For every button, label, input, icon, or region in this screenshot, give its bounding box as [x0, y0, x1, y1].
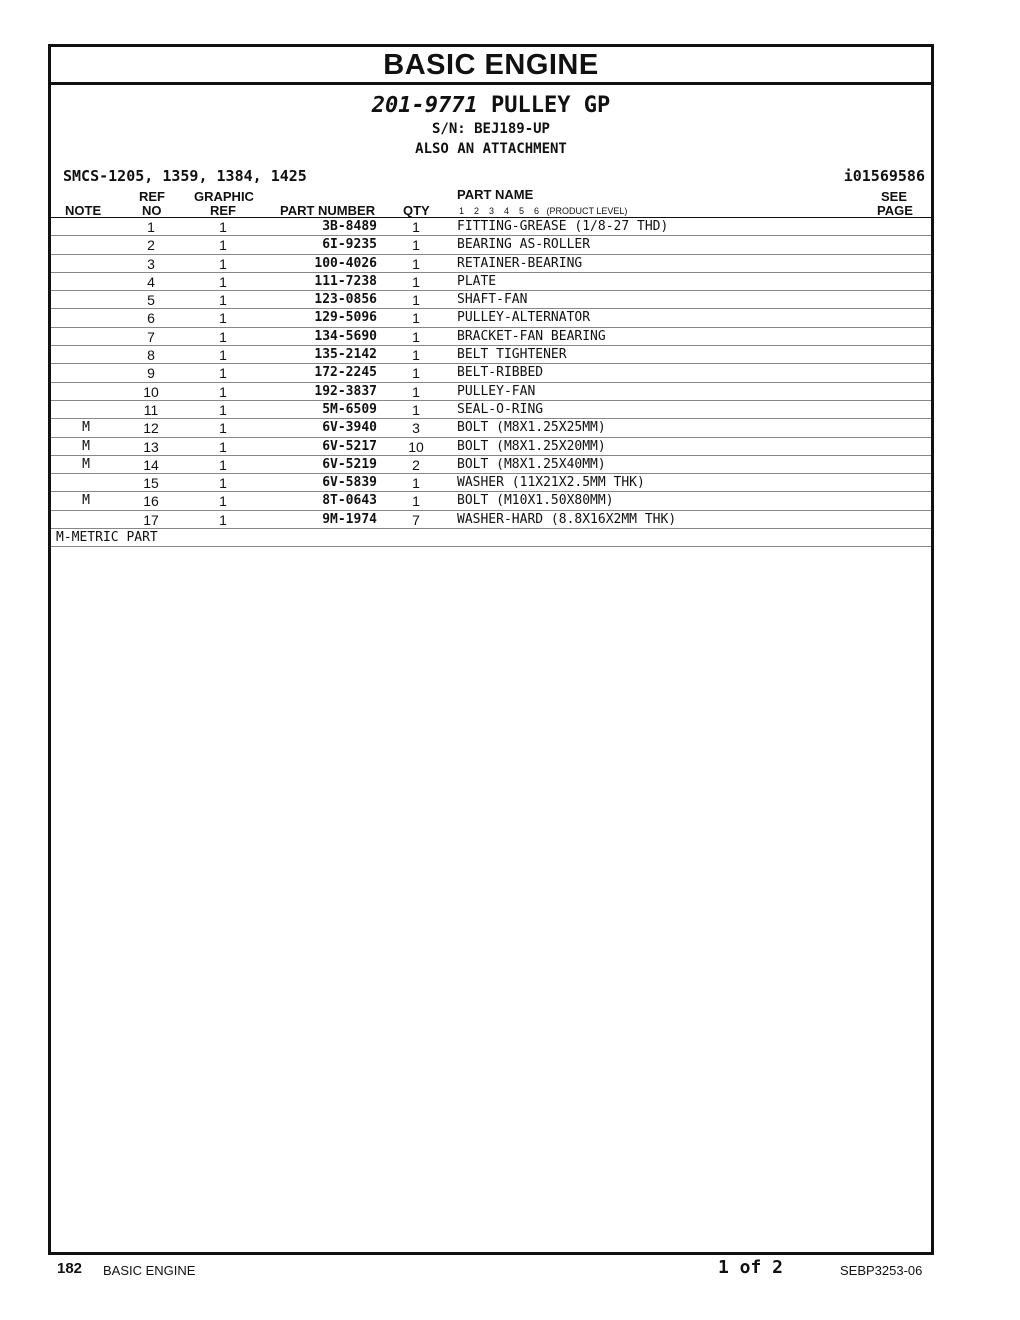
part-qty: 1	[412, 401, 420, 418]
part-graphic-ref: 1	[219, 219, 227, 235]
part-graphic-ref: 1	[219, 475, 227, 492]
part-graphic-ref: 1	[219, 383, 227, 400]
part-ref-no: 6	[147, 310, 155, 327]
col-see-top: SEE	[881, 189, 908, 204]
table-row	[51, 236, 931, 254]
table-row	[51, 383, 931, 401]
part-graphic-ref: 1	[219, 493, 227, 510]
part-number: 134-5690	[314, 328, 377, 344]
table-row	[51, 346, 931, 364]
part-number: 5M-6509	[322, 401, 377, 417]
footer-section: BASIC ENGINE	[103, 1263, 196, 1278]
part-qty: 1	[412, 237, 420, 254]
part-qty: 1	[412, 273, 420, 290]
part-graphic-ref: 1	[219, 310, 227, 327]
part-qty: 1	[412, 365, 420, 382]
part-ref-no: 9	[147, 365, 155, 382]
part-graphic-ref: 1	[219, 237, 227, 254]
part-name: SHAFT-FAN	[457, 292, 528, 308]
part-qty: 10	[408, 438, 424, 455]
part-graphic-ref: 1	[219, 347, 227, 364]
part-number: 172-2245	[314, 365, 377, 381]
part-ref-no: 4	[147, 273, 155, 290]
part-qty: 1	[412, 255, 420, 272]
part-ref-no: 11	[143, 401, 159, 418]
part-name: RETAINER-BEARING	[457, 255, 583, 271]
footnote: M-METRIC PART	[51, 529, 931, 547]
part-note: M	[82, 456, 90, 472]
part-ref-no: 5	[147, 292, 155, 309]
part-note: M	[82, 420, 90, 436]
table-row	[51, 419, 931, 437]
illustration-id: i01569586	[843, 167, 925, 185]
table-row	[51, 456, 931, 474]
part-qty: 1	[412, 292, 420, 309]
part-qty: 7	[412, 511, 420, 528]
part-qty: 1	[412, 475, 420, 492]
part-number: 8T-0643	[322, 493, 377, 509]
table-row	[51, 492, 931, 510]
page-of: 1 of 2	[718, 1257, 784, 1278]
part-number: 6V-3940	[322, 420, 377, 436]
attachment-note: ALSO AN ATTACHMENT	[415, 141, 567, 157]
part-graphic-ref: 1	[219, 401, 227, 418]
section-title: BASIC ENGINE	[51, 47, 931, 85]
part-graphic-ref: 1	[219, 438, 227, 455]
part-name: WASHER (11X21X2.5MM THK)	[457, 475, 645, 491]
table-row	[51, 218, 931, 236]
part-name: PULLEY-FAN	[457, 383, 536, 399]
table-row	[51, 273, 931, 291]
part-number: 6V-5219	[322, 456, 377, 472]
group-title	[51, 93, 931, 119]
parts-table-body	[51, 218, 931, 529]
part-qty: 1	[412, 310, 420, 327]
part-number: 100-4026	[314, 255, 377, 271]
part-name: BOLT (M8X1.25X25MM)	[457, 420, 606, 436]
part-number: 192-3837	[314, 383, 377, 399]
part-graphic-ref: 1	[219, 420, 227, 437]
table-header	[51, 187, 931, 218]
part-number: 129-5096	[314, 310, 377, 326]
part-ref-no: 8	[147, 347, 155, 364]
part-ref-no: 15	[143, 475, 159, 492]
part-name: BOLT (M8X1.25X20MM)	[457, 438, 606, 454]
table-row	[51, 401, 931, 419]
col-qty: QTY	[403, 203, 430, 218]
part-graphic-ref: 1	[219, 273, 227, 290]
col-note: NOTE	[65, 203, 102, 218]
part-name: BEARING AS-ROLLER	[457, 237, 591, 253]
part-graphic-ref: 1	[219, 328, 227, 345]
col-graphic-top: GRAPHIC	[194, 189, 254, 204]
part-qty: 1	[412, 493, 420, 510]
part-number: 6I-9235	[322, 237, 377, 253]
part-name: PLATE	[457, 273, 497, 289]
part-name: BOLT (M10X1.50X80MM)	[457, 493, 614, 509]
part-name: WASHER-HARD (8.8X16X2MM THK)	[457, 511, 677, 527]
part-ref-no: 1	[147, 219, 155, 235]
page-number: 182	[57, 1260, 83, 1277]
table-row	[51, 364, 931, 382]
part-graphic-ref: 1	[219, 292, 227, 309]
part-ref-no: 14	[143, 456, 159, 473]
part-name: BRACKET-FAN BEARING	[457, 328, 606, 344]
part-qty: 1	[412, 328, 420, 345]
part-ref-no: 13	[143, 438, 159, 455]
table-row	[51, 291, 931, 309]
col-part-number: PART NUMBER	[280, 203, 376, 218]
page-footer	[0, 1257, 1020, 1284]
smcs-codes: SMCS-1205, 1359, 1384, 1425	[63, 167, 307, 185]
part-number: 6V-5217	[322, 438, 377, 454]
col-graphic-bottom: REF	[210, 203, 236, 218]
part-name: BELT TIGHTENER	[457, 347, 567, 363]
part-ref-no: 17	[143, 511, 159, 528]
group-name: PULLEY GP	[491, 93, 611, 118]
part-name: SEAL-O-RING	[457, 401, 544, 417]
part-qty: 2	[412, 456, 420, 473]
part-graphic-ref: 1	[219, 511, 227, 528]
part-number: 123-0856	[314, 292, 377, 308]
table-row	[51, 438, 931, 456]
part-graphic-ref: 1	[219, 456, 227, 473]
part-qty: 1	[412, 219, 420, 235]
col-ref-bottom: NO	[142, 203, 162, 218]
table-row	[51, 511, 931, 529]
part-number: 135-2142	[314, 347, 377, 363]
part-name: BELT-RIBBED	[457, 365, 544, 381]
part-ref-no: 3	[147, 255, 155, 272]
col-see-bottom: PAGE	[877, 203, 913, 218]
part-qty: 1	[412, 347, 420, 364]
col-product-levels: 1 2 3 4 5 6 (PRODUCT LEVEL)	[459, 206, 628, 216]
part-number: 6V-5839	[322, 475, 377, 491]
page-frame	[48, 44, 934, 1255]
part-number: 3B-8489	[322, 219, 377, 234]
part-ref-no: 2	[147, 237, 155, 254]
col-ref-top: REF	[139, 189, 165, 204]
table-row	[51, 328, 931, 346]
serial-range: S/N: BEJ189-UP	[431, 121, 550, 137]
part-graphic-ref: 1	[219, 255, 227, 272]
group-number: 201-9771	[371, 93, 478, 118]
part-name: BOLT (M8X1.25X40MM)	[457, 456, 606, 472]
part-ref-no: 12	[143, 420, 159, 437]
part-qty: 1	[412, 383, 420, 400]
part-qty: 3	[412, 420, 420, 437]
table-row	[51, 474, 931, 492]
part-number: 111-7238	[314, 273, 377, 289]
part-note: M	[82, 493, 90, 509]
doc-id: SEBP3253-06	[840, 1263, 923, 1278]
part-number: 9M-1974	[322, 511, 377, 527]
table-row	[51, 255, 931, 273]
part-note: M	[82, 438, 90, 454]
table-row	[51, 309, 931, 327]
part-ref-no: 10	[143, 383, 159, 400]
part-name: PULLEY-ALTERNATOR	[457, 310, 591, 326]
part-ref-no: 7	[147, 328, 155, 345]
col-part-name: PART NAME	[457, 187, 534, 202]
part-name: FITTING-GREASE (1/8-27 THD)	[457, 219, 669, 234]
part-graphic-ref: 1	[219, 365, 227, 382]
part-ref-no: 16	[143, 493, 159, 510]
smcs-row	[51, 165, 931, 187]
